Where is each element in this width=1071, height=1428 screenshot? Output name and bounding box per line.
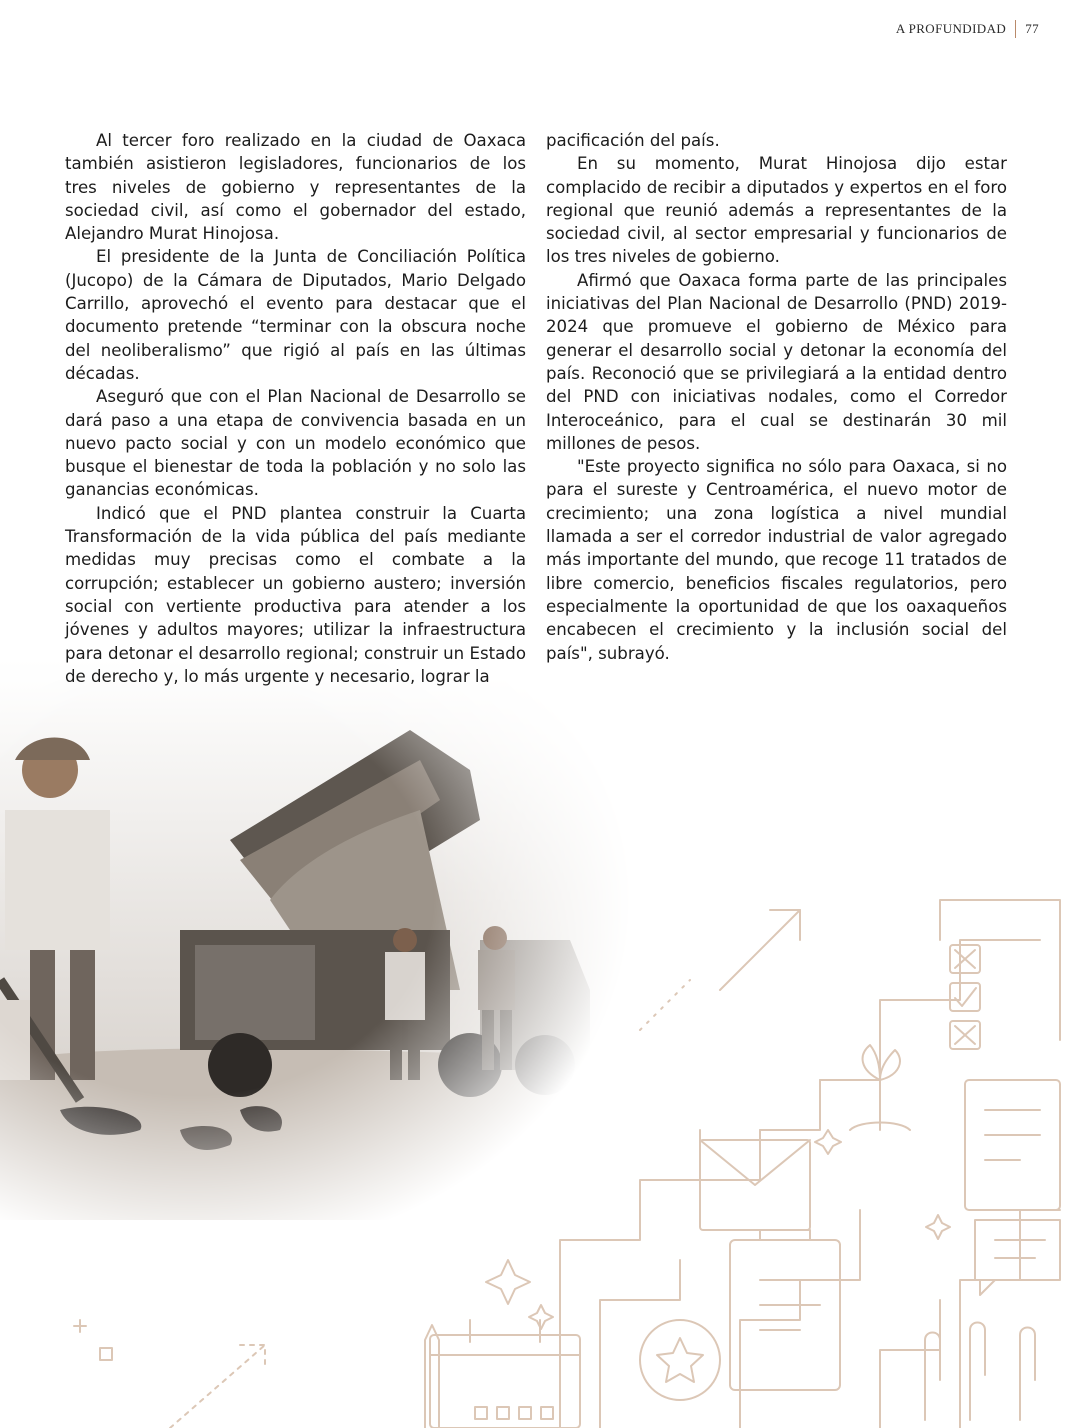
paragraph: El presidente de la Junta de Conciliación Política (Jucopo) de la Cámara de Diputados, Mario Delgado Carrillo, aprovechó el evento para destacar que el documento pretende “terminar con la obscura noche del neoliberalismo” que rigió al país en las últimas décadas. <box>65 247 526 383</box>
running-head <box>896 20 1039 38</box>
header-divider <box>1015 20 1016 38</box>
article-right-column <box>546 129 1007 665</box>
paragraph: "Este proyecto significa no sólo para Oaxaca, si no para el sureste y Centroamérica, el nuevo motor de crecimiento; una zona logística a nivel mundial llamada a ser el corredor industrial de valor agregado más importante del mundo, que recoge 11 tratados de libre comercio, beneficios fiscales regulatorios, pero especialmente la oportunidad de que los oaxaqueños encabecen el crecimiento y la inclusión social del país", subrayó. <box>546 457 1007 663</box>
paragraph: Al tercer foro realizado en la ciudad de Oaxaca también asistieron legisladores, funcionarios de los tres niveles de gobierno y representantes de la sociedad civil, así como el gobernador del estado, Alejandro Murat Hinojosa. <box>65 131 526 244</box>
section-title: A PROFUNDIDAD <box>895 21 1007 36</box>
paragraph-continuation: pacificación del país. <box>546 131 720 150</box>
paragraph: Afirmó que Oaxaca forma parte de las principales iniciativas del Plan Nacional de Desarrollo (PND) 2019-2024 que promueve el gobierno de México para generar el desarrollo social y detonar la economía del país. Reconoció que se privilegiará a la entidad dentro del PND con iniciativas nodales, como el Corredor Interoceánico, para el cual se destinarán 30 mil millones de pesos. <box>546 270 1007 453</box>
paragraph: Indicó que el PND plantea construir la Cuarta Transformación de la vida pública del país mediante medidas muy precisas como el combate a la corrupción; establecer un gobierno austero; inversión social con vertiente productiva para atender a los jóvenes y adultos mayores; utilizar la infraestructura para detonar el desarrollo regional; construir un Estado de derecho y, lo más urgente y necesario, lograr la <box>65 503 526 686</box>
page-number: 77 <box>1025 21 1039 36</box>
construction-photo-icon <box>0 660 680 1220</box>
paragraph: En su momento, Murat Hinojosa dijo estar complacido de recibir a diputados y expertos en el foro regional que reunió además a representantes de la sociedad civil, al sector empresarial y funcionarios de los tres niveles de gobierno. <box>546 154 1007 267</box>
article-left-column <box>65 129 526 688</box>
paragraph: Aseguró que con el Plan Nacional de Desarrollo se dará paso a una etapa de convivencia basada en un nuevo pacto social y con un modelo económico que busque el bienestar de toda la población y no solo las ganancias económicas. <box>65 387 526 500</box>
